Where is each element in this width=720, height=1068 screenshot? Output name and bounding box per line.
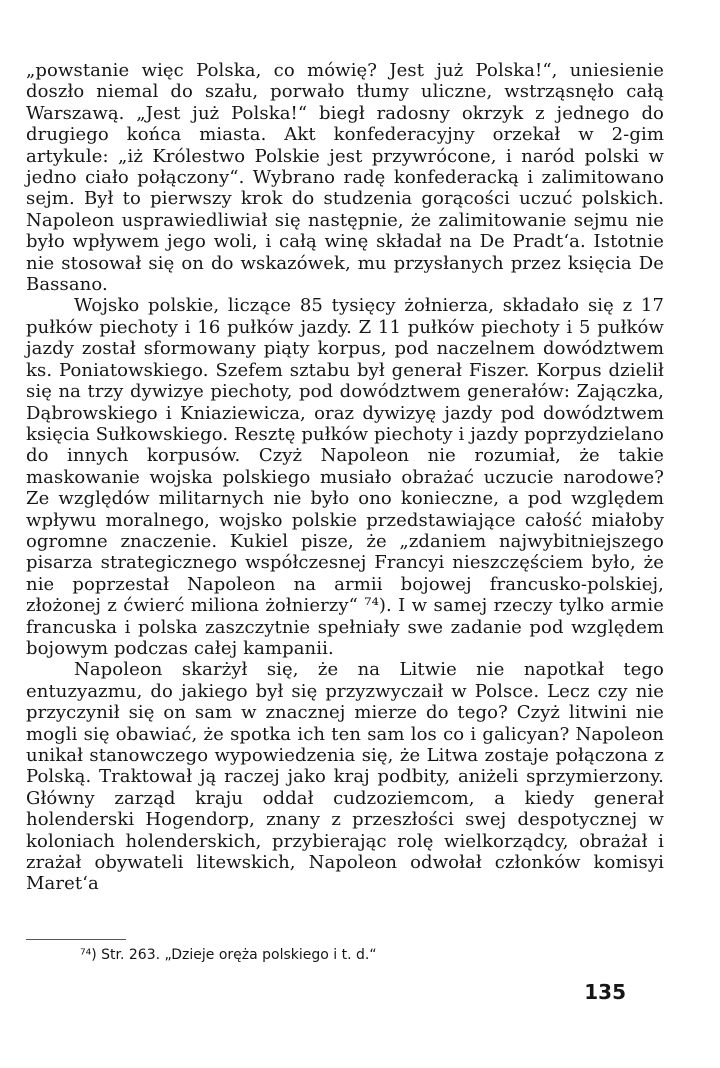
paragraph-1: „powstanie więc Polska, co mówię? Jest już Polska!“, uniesienie doszło niemal do szału, porwało tłumy uliczne, wstrząsnęło całą Warszawą. „Jest już Polska!“ biegł radosny okrzyk z jednego do drugiego końca miasta. Akt konfederacyjny orzekał w 2-gim artykule: „iż Królestwo Polskie jest przywrócone, i naród polski w jedno ciało połączony“. Wybrano radę konfederacką i zalimitowano sejm. Był to pierwszy krok do studzenia gorącości uczuć polskich. Napoleon usprawiedliwiał się następnie, że zalimitowanie sejmu nie było wpływem jego woli, i całą winę składał na De Pradt‘a. Istotnie nie stosował się on do wskazówek, mu przysłanych przez księcia De Bassano. (26, 60, 664, 296)
footnote-divider (26, 939, 126, 940)
main-text (26, 60, 664, 895)
paragraph-2: Wojsko polskie, liczące 85 tysięcy żołnierza, składało się z 17 pułków piechoty i 16 pułków jazdy. Z 11 pułków piechoty i 5 pułków jazdy został sformowany piąty korpus, pod naczelnem dowództwem ks. Poniatowskiego. Szefem sztabu był generał Fiszer. Korpus dzielił się na trzy dywizye piechoty, pod dowództwem generałów: Zajączka, Dąbrowskiego i Kniaziewicza, oraz dywizyę jazdy pod dowództwem księcia Sułkowskiego. Resztę pułków piechoty i jazdy poprzydzielano do innych korpusów. Czyż Napoleon nie rozumiał, że takie maskowanie wojska polskiego musiało obrażać uczucie narodowe? Ze względów militarnych nie było ono konieczne, a pod względem wpływu moralnego, wojsko polskie przedstawiające całość miałoby ogromne znaczenie. Kukiel pisze, że „zdaniem najwybitniejszego pisarza strategicznego współczesnej Francyi nieszczęściem było, że nie poprzestał Napoleon na armii bojowej francusko-polskiej, złożonej z ćwierć miliona żołnierzy“ ⁷⁴). I w samej rzeczy tylko armie francuska i polska zaszczytnie spełniały swe zadanie pod względem bojowym podczas całej kampanii. (26, 295, 664, 659)
footnote: ⁷⁴) Str. 263. „Dzieje oręża polskiego i t. d.“ (80, 947, 377, 963)
paragraph-3: Napoleon skarżył się, że na Litwie nie napotkał tego entuzyazmu, do jakiego był się przyzwyczaił w Polsce. Lecz czy nie przyczynił się on sam w znacznej mierze do tego? Czyż litwini nie mogli się obawiać, że spotka ich ten sam los co i galicyan? Napoleon unikał stanowczego wypowiedzenia się, że Litwa zostaje połączona z Polską. Traktował ją raczej jako kraj podbity, aniżeli sprzymierzony. Główny zarząd kraju oddał cudzoziemcom, a kiedy generał holenderski Hogendorp, znany z przeszłości swej despotycznej w koloniach holenderskich, przybierając rolę wielkorządcy, obrażał i zrażał obywateli litewskich, Napoleon odwołał członków komisyi Maret‘a (26, 659, 664, 895)
page-number: 135 (584, 980, 626, 1004)
